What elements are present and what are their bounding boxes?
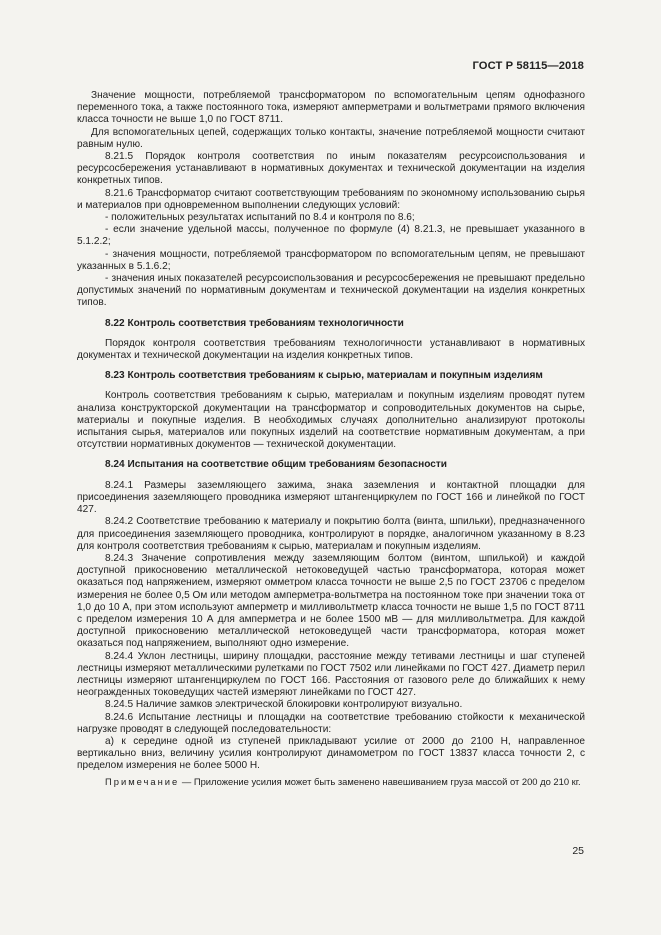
paragraph: 8.24.1 Размеры заземляющего зажима, знака заземления и контактной площадки для присоединения заземляющего проводника измеряют штангенциркулем по ГОСТ 166 и линейкой по ГОСТ 427. — [77, 479, 585, 516]
note — [77, 776, 585, 788]
standard-header: ГОСТ Р 58115—2018 — [472, 60, 584, 72]
paragraph: а) к середине одной из ступеней прикладывают усилие от 2000 до 2100 Н, направленное вертикально вниз, величину усилия контролируют динамометром по ГОСТ 13837 класса точности 2, с пределом измерения не более 5000 Н. — [77, 735, 585, 772]
note-text: — Приложение усилия может быть заменено навешиванием груза массой от 200 до 210 кг. — [179, 775, 581, 787]
section-heading: 8.24 Испытания на соответствие общим требованиям безопасности — [105, 459, 448, 471]
section-heading: 8.22 Контроль соответствия требованиям технологичности — [105, 317, 404, 329]
document-body — [77, 90, 585, 788]
paragraph: 8.21.6 Трансформатор считают соответствующим требованиям по экономному использованию сырья и материалов при одновременном выполнении следующих условий: — [77, 187, 585, 211]
paragraph: Для вспомогательных цепей, содержащих только контакты, значение потребляемой мощности считают равным нулю. — [77, 126, 585, 150]
paragraph: - положительных результатах испытаний по 8.4 и контроля по 8.6; — [105, 212, 415, 224]
paragraph: 8.24.2 Соответствие требованию к материалу и покрытию болта (винта, шпильки), предназначенного для присоединения заземляющего проводника, контролируют в порядке, аналогичном указанному в 8.23 для контроля соответствия требованиям к сырью, материалам и покупным изделиям. — [77, 516, 585, 552]
paragraph: Контроль соответствия требованиям к сырью, материалам и покупным изделиям проводят путем анализа конструкторской документации на трансформатор и сопроводительных документов на сырье, материалы и покупные изделия. В необходимых случаях дополнительно анализируют протоколы испытания сырья, материалов или покупных изделий на соответствие нормативным документам, а при отсутствии нормативных документов — технической документации. — [77, 390, 585, 451]
note-label: Примечание — [105, 775, 180, 787]
paragraph: - если значение удельной массы, полученное по формуле (4) 8.21.3, не превышает указанного в 5.1.2.2; — [77, 224, 585, 248]
section-heading: 8.23 Контроль соответствия требованиям к сырью, материалам и покупным изделиям — [105, 370, 543, 382]
paragraph: 8.24.5 Наличие замков электрической блокировки контролируют визуально. — [105, 699, 463, 711]
paragraph: 8.21.5 Порядок контроля соответствия по иным показателям ресурсоиспользования и ресурсосбережения устанавливают в нормативных документах и технической документации на изделия конкретных типов. — [77, 151, 585, 187]
paragraph: - значения иных показателей ресурсоиспользования и ресурсосбережения не превышают предельно допустимых значений по нормативным документам и технической документации на изделия конкретных типов. — [77, 273, 585, 309]
spacer — [77, 330, 585, 338]
paragraph: 8.24.4 Уклон лестницы, ширину площадки, расстояние между тетивами лестницы и шаг ступеней лестницы измеряют металлическими рулетками по ГОСТ 7502 или линейками по ГОСТ 427. Диаметр перил лестницы измеряют штангенциркулем по ГОСТ 166. Расстояния от газового реле до ближайших к нему неогражденных токоведущих частей измеряют линейками по ГОСТ 427. — [77, 650, 586, 699]
spacer — [77, 472, 585, 480]
paragraph: Значение мощности, потребляемой трансформатором по вспомогательным цепям однофазного переменного тока, а также постоянного тока, измеряют амперметрами и вольтметрами прямого включения класса точности не выше 1,0 по ГОСТ 8711. — [77, 90, 585, 126]
paragraph: 8.24.6 Испытание лестницы и площадки на соответствие требованию стойкости к механической нагрузке проводят в следующей последовательности: — [77, 711, 585, 735]
paragraph: 8.24.3 Значение сопротивления между заземляющим болтом (винтом, шпилькой) и каждой доступной прикосновению металлической нетоковедущей частью трансформатора, которая может оказаться под напряжением, измеряют омметром класса точности не выше 2,5 по ГОСТ 23706 с пределом измерения не более 0,5 Ом или методом амперметра-вольтметра на постоянном токе при значении тока от 1,0 до 10 А, при этом используют амперметр и милливольтметр класса точности не выше 1,5 по ГОСТ 8711 с пределом измерения 10 А для амперметра и не более 1500 мВ — для милливольтметра. Для каждой доступной прикосновению металлической нетоковедущей части трансформатора, которая может оказаться под напряжением, выполняют одно измерение. — [77, 552, 585, 650]
paragraph: - значения мощности, потребляемой трансформатором по вспомогательным цепям, не превышают указанных в 5.1.6.2; — [77, 248, 585, 272]
page-number: 25 — [572, 845, 584, 857]
paragraph: Порядок контроля соответствия требованиям технологичности устанавливают в нормативных документах и технической документации на изделия конкретных типов. — [77, 337, 585, 362]
spacer — [77, 310, 585, 318]
